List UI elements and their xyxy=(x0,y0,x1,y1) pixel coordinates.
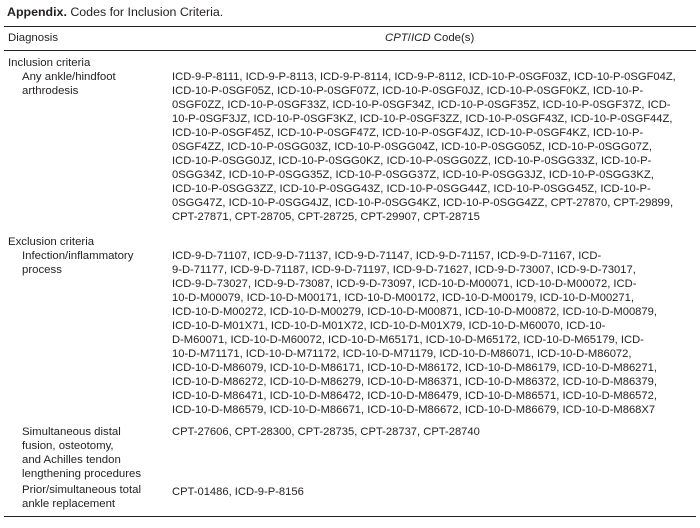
table-title-text: Codes for Inclusion Criteria. xyxy=(70,5,224,19)
exclusion-row-label-infection: Infection/inflammatory process xyxy=(22,250,134,276)
exclusion-row-codes-fusion: CPT-27606, CPT-28300, CPT-28735, CPT-28737, CPT-28740 xyxy=(172,426,480,438)
table-title-label: Appendix. xyxy=(7,5,67,19)
exclusion-row-label-replacement: Prior/simultaneous total ankle replacement xyxy=(22,484,142,510)
header-codes-suffix: Code(s) xyxy=(430,32,475,44)
bottom-rule xyxy=(4,516,696,517)
exclusion-row-codes-replacement: CPT-01486, ICD-9-P-8156 xyxy=(172,486,304,498)
header-codes xyxy=(385,31,474,45)
inclusion-row-label: Any ankle/hindfoot arthrodesis xyxy=(22,71,116,97)
header-cpt: CPT xyxy=(385,32,408,44)
header-slash: / xyxy=(407,32,411,44)
inclusion-row-codes: ICD-9-P-8111, ICD-9-P-8113, ICD-9-P-8114, ICD-9-P-8112, ICD-10-P-0SGF03Z, ICD-10-P-0SGF04Z, ICD-10-P-0SGF05Z, ICD-10-P-0SGF07Z, ICD-10-P-0SGF0JZ, ICD-10-P-0SGF0KZ, ICD-10-P- 0SGF0ZZ, ICD-10-P-0SGF33Z, ICD-10-P-0SGF34Z, ICD-10-P-0SGF35Z, ICD-10-P-0SGF37Z, ICD- 10-P-0SGF3JZ, ICD-10-P-0SGF3KZ, ICD-10-P-0SGF3ZZ, ICD-10-P-0SGF43Z, ICD-10-P-0SGF44Z, ICD-10-P-0SGF45Z, ICD-10-P-0SGF47Z, ICD-10-P-0SGF4JZ, ICD-10-P-0SGF4KZ, ICD-10-P- 0SGF4ZZ, ICD-10-P-0SGG03Z, ICD-10-P-0SGG04Z, ICD-10-P-0SGG05Z, ICD-10-P-0SGG07Z, ICD-10-P-0SGG0JZ, ICD-10-P-0SGG0KZ, ICD-10-P-0SGG0ZZ, ICD-10-P-0SGG33Z, ICD-10-P- 0SGG34Z, ICD-10-P-0SGG35Z, ICD-10-P-0SGG37Z, ICD-10-P-0SGG3JZ, ICD-10-P-0SGG3KZ, ICD-10-P-0SGG3ZZ, ICD-10-P-0SGG43Z, ICD-10-P-0SGG44Z, ICD-10-P-0SGG45Z, ICD-10-P- 0SGG47Z, ICD-10-P-0SGG4JZ, ICD-10-P-0SGG4KZ, ICD-10-P-0SGG4ZZ, CPT-27870, CPT-29899, CPT-27871, CPT-28705, CPT-28725, CPT-29907, CPT-28715 xyxy=(172,71,676,223)
header-rule xyxy=(4,50,696,51)
header-diagnosis: Diagnosis xyxy=(8,32,59,44)
table-title xyxy=(7,5,223,20)
header-icd: ICD xyxy=(410,32,431,44)
exclusion-heading: Exclusion criteria xyxy=(8,236,95,248)
inclusion-heading: Inclusion criteria xyxy=(8,57,91,69)
exclusion-row-codes-infection: ICD-9-D-71107, ICD-9-D-71137, ICD-9-D-71147, ICD-9-D-71157, ICD-9-D-71167, ICD- 9-D-71177, ICD-9-D-71187, ICD-9-D-71197, ICD-9-D-71627, ICD-9-D-73007, ICD-9-D-73017, ICD-9-D-73027, ICD-9-D-73087, ICD-9-D-73097, ICD-10-D-M00071, ICD-10-D-M00072, ICD- 10-D-M00079, ICD-10-D-M00171, ICD-10-D-M00172, ICD-10-D-M00179, ICD-10-D-M00271, ICD-10-D-M00272, ICD-10-D-M00279, ICD-10-D-M00871, ICD-10-D-M00872, ICD-10-D-M00879, ICD-10-D-M01X71, ICD-10-D-M01X72, ICD-10-D-M01X79, ICD-10-D-M60070, ICD-10- D-M60071, ICD-10-D-M60072, ICD-10-D-M65171, ICD-10-D-M65172, ICD-10-D-M65179, ICD- 10-D-M71171, ICD-10-D-M71172, ICD-10-D-M71179, ICD-10-D-M86071, ICD-10-D-M86072, ICD-10-D-M86079, ICD-10-D-M86171, ICD-10-D-M86172, ICD-10-D-M86179, ICD-10-D-M86271, ICD-10-D-M86272, ICD-10-D-M86279, ICD-10-D-M86371, ICD-10-D-M86372, ICD-10-D-M86379, ICD-10-D-M86471, ICD-10-D-M86472, ICD-10-D-M86479, ICD-10-D-M86571, ICD-10-D-M86572, ICD-10-D-M86579, ICD-10-D-M86671, ICD-10-D-M86672, ICD-10-D-M86679, ICD-10-D-M868X7 xyxy=(172,250,657,416)
top-rule xyxy=(4,26,696,27)
exclusion-row-label-fusion: Simultaneous distal fusion, osteotomy, and Achilles tendon lengthening procedures xyxy=(22,426,142,480)
